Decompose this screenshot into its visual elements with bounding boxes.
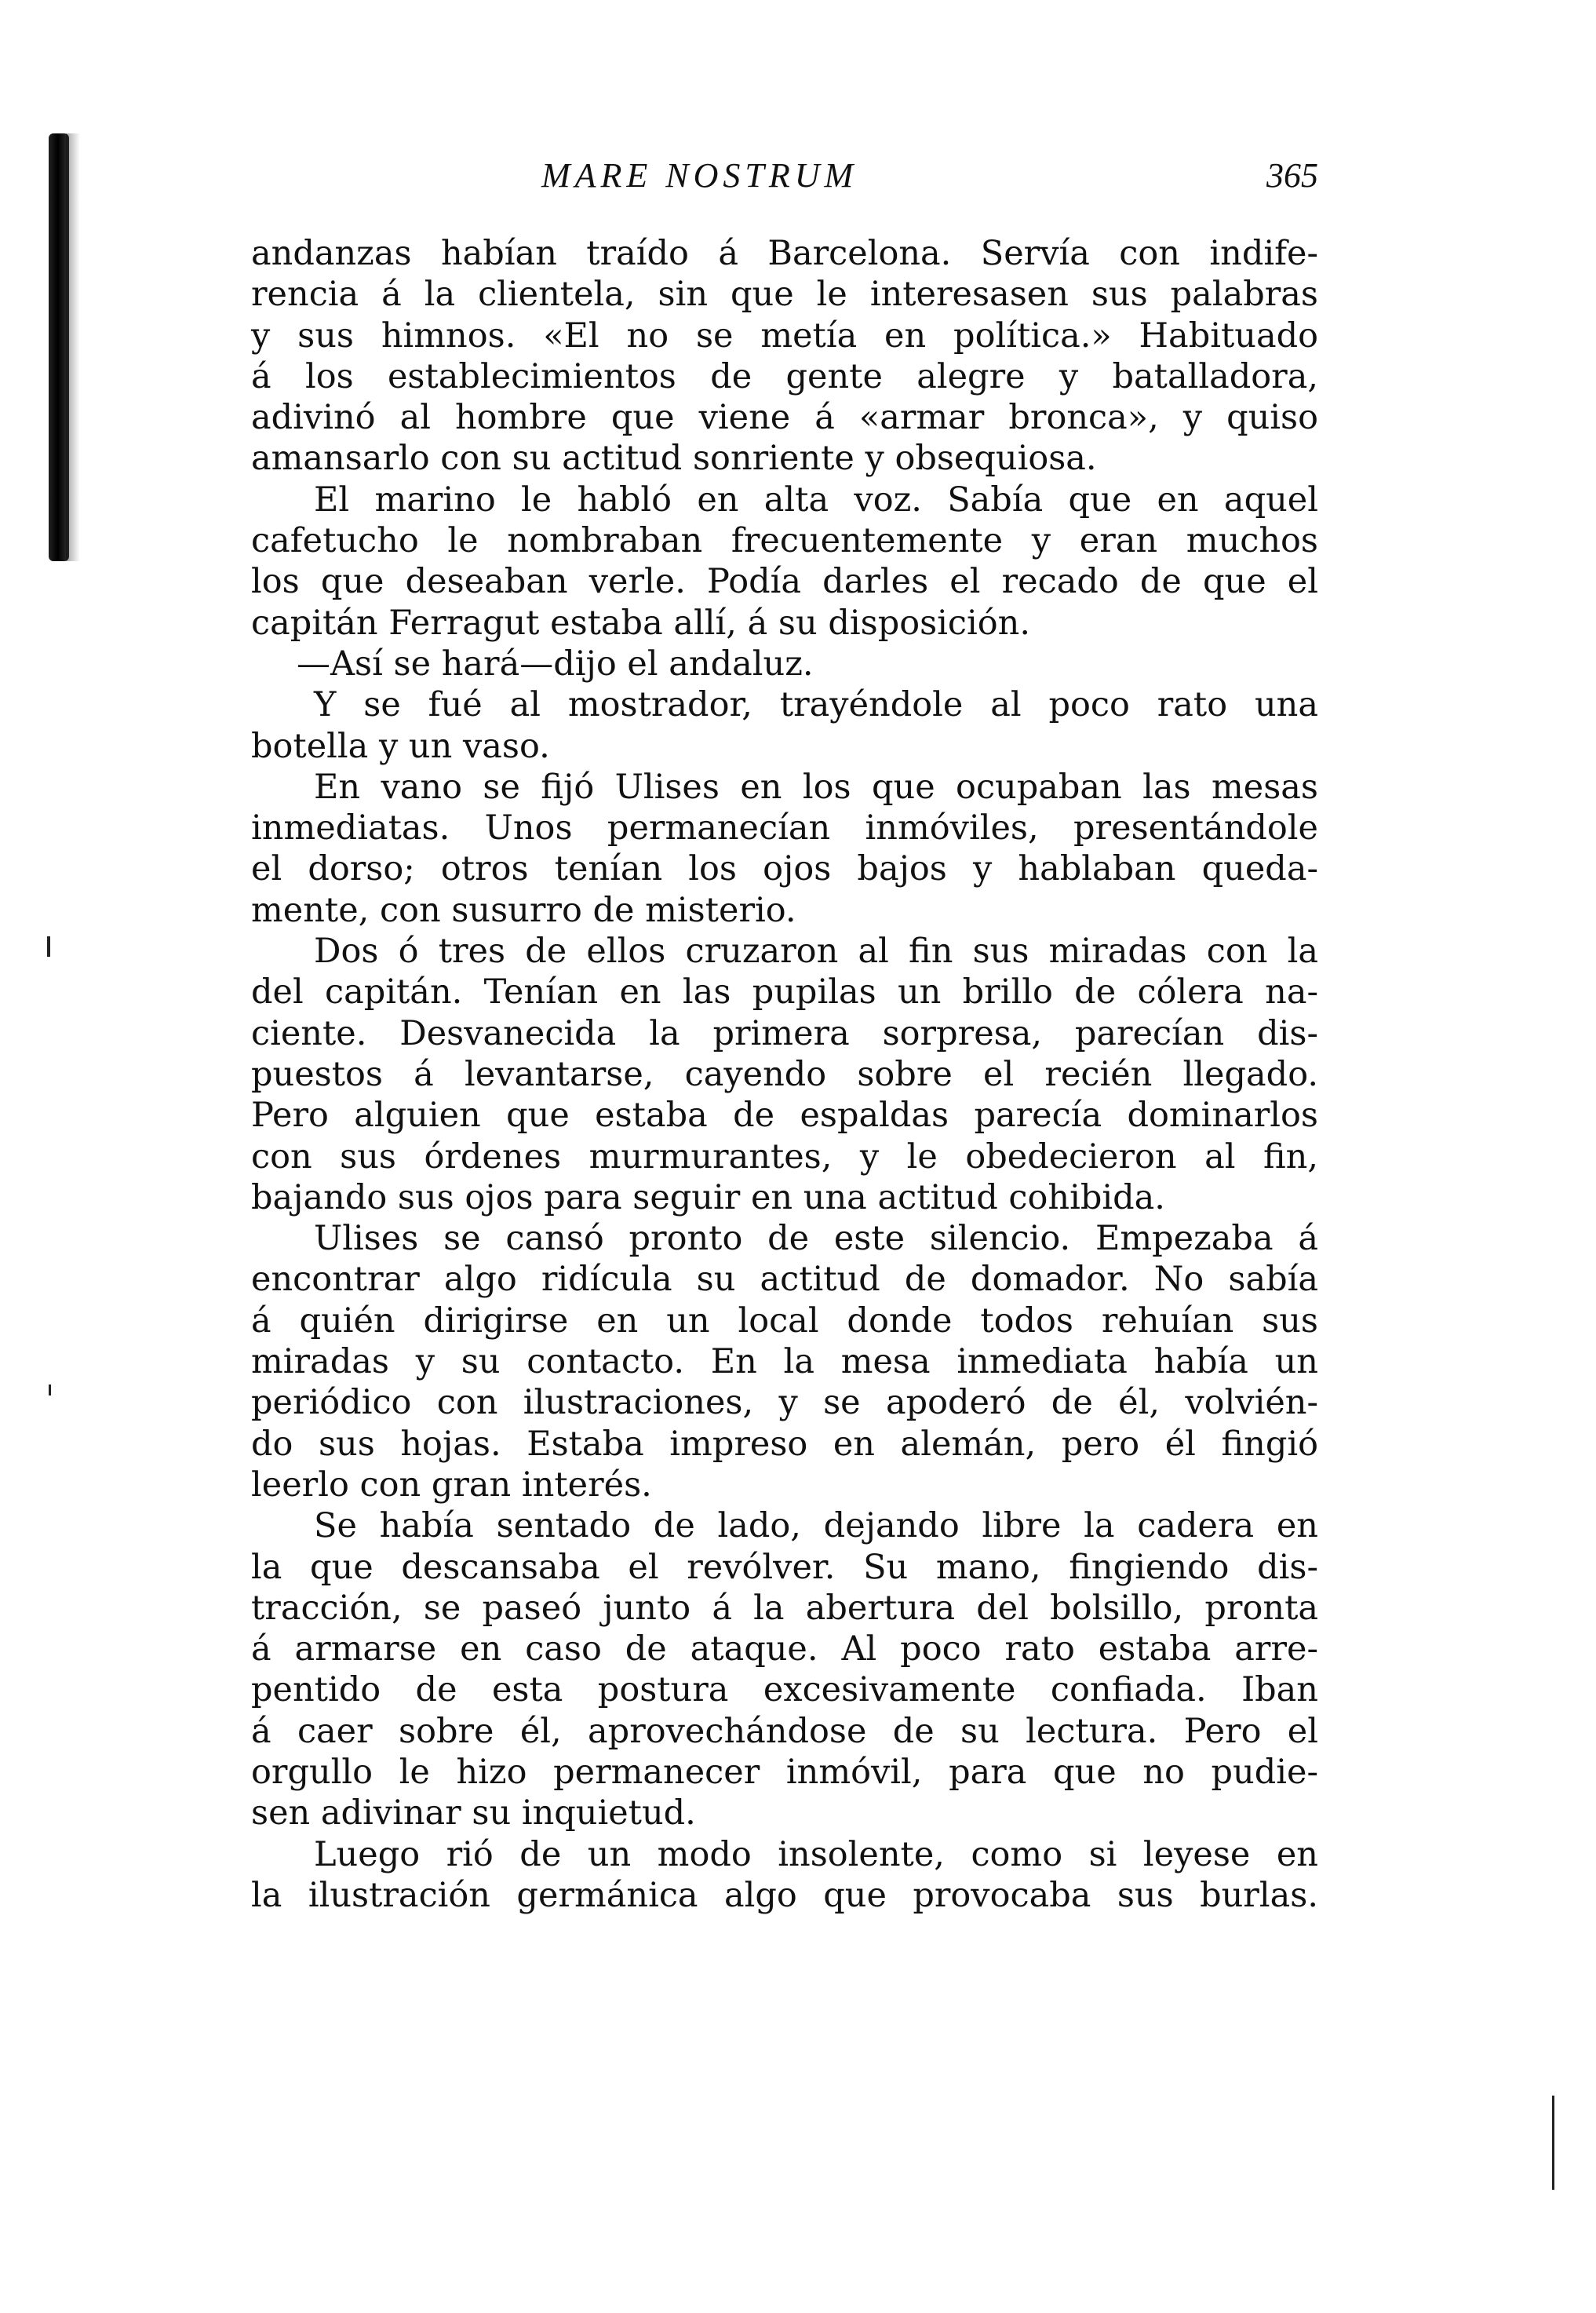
text-line: rencia á la clientela, sin que le interesasen sus palabras xyxy=(251,275,1318,315)
text-line: —Así se hará—dijo el andaluz. xyxy=(297,644,814,684)
text-line: á los establecimientos de gente alegre y batalladora, xyxy=(251,356,1318,396)
text-line: puestos á levantarse, cayendo sobre el recién llegado. xyxy=(251,1054,1318,1094)
text-line: miradas y su contacto. En la mesa inmediata había un xyxy=(251,1342,1318,1382)
text-line: Ulises se cansó pronto de este silencio. Empezaba á xyxy=(314,1219,1318,1259)
text-line: y sus himnos. «El no se metía en política.» Habituado xyxy=(251,316,1318,356)
text-line: inmediatas. Unos permanecían inmóviles, presentándole xyxy=(251,808,1318,848)
text-line: Y se fué al mostrador, trayéndole al poco rato una xyxy=(314,685,1318,725)
scan-speck xyxy=(47,936,50,957)
page-header xyxy=(251,155,1318,202)
text-line: En vano se fijó Ulises en los que ocupaban las mesas xyxy=(314,767,1318,807)
text-line: adivinó al hombre que viene á «armar bronca», y quiso xyxy=(251,398,1318,438)
text-line: la ilustración germánica algo que provocaba sus burlas. xyxy=(251,1875,1318,1915)
text-line: capitán Ferragut estaba allí, á su disposición. xyxy=(251,603,1031,643)
page-number: 365 xyxy=(1266,156,1318,195)
text-line: Se había sentado de lado, dejando libre la cadera en xyxy=(314,1506,1318,1546)
binding-shadow xyxy=(49,133,69,561)
scan-speck xyxy=(49,1385,51,1395)
text-line: orgullo le hizo permanecer inmóvil, para que no pudie- xyxy=(251,1752,1318,1792)
text-line: pentido de esta postura excesivamente confiada. Iban xyxy=(251,1670,1318,1710)
running-title: MARE NOSTRUM xyxy=(541,156,858,195)
text-line: ciente. Desvanecida la primera sorpresa, parecían dis- xyxy=(251,1013,1318,1053)
text-line: á armarse en caso de ataque. Al poco rato estaba arre- xyxy=(251,1629,1318,1669)
text-line: sen adivinar su inquietud. xyxy=(251,1793,696,1833)
text-line: Dos ó tres de ellos cruzaron al fin sus miradas con la xyxy=(314,932,1318,972)
text-line: Luego rió de un modo insolente, como si leyese en xyxy=(314,1834,1318,1874)
text-line: amansarlo con su actitud sonriente y obsequiosa. xyxy=(251,439,1097,479)
text-line: Pero alguien que estaba de espaldas parecía dominarlos xyxy=(251,1096,1318,1136)
text-line: á quién dirigirse en un local donde todos rehuían sus xyxy=(251,1301,1318,1341)
text-line: tracción, se paseó junto á la abertura del bolsillo, pronta xyxy=(251,1588,1318,1628)
text-line: el dorso; otros tenían los ojos bajos y hablaban queda- xyxy=(251,849,1318,889)
scan-speck xyxy=(1552,2096,1554,2190)
text-line: cafetucho le nombraban frecuentemente y eran muchos xyxy=(251,521,1318,561)
text-line: los que deseaban verle. Podía darles el recado de que el xyxy=(251,562,1318,602)
text-line: periódico con ilustraciones, y se apoderó de él, volvién- xyxy=(251,1383,1318,1423)
text-line: con sus órdenes murmurantes, y le obedecieron al fin, xyxy=(251,1136,1318,1177)
text-line: do sus hojas. Estaba impreso en alemán, pero él fingió xyxy=(251,1424,1318,1464)
text-line: mente, con susurro de misterio. xyxy=(251,890,796,930)
text-line: á caer sobre él, aprovechándose de su lectura. Pero el xyxy=(251,1711,1318,1751)
text-line: del capitán. Tenían en las pupilas un brillo de cólera na- xyxy=(251,972,1318,1012)
text-line: encontrar algo ridícula su actitud de domador. No sabía xyxy=(251,1260,1318,1300)
text-line: la que descansaba el revólver. Su mano, fingiendo dis- xyxy=(251,1547,1318,1587)
text-line: El marino le habló en alta voz. Sabía que en aquel xyxy=(314,480,1318,520)
body-text xyxy=(251,233,1318,1916)
text-line: andanzas habían traído á Barcelona. Servía con indife- xyxy=(251,234,1318,273)
text-line: leerlo con gran interés. xyxy=(251,1465,652,1505)
text-line: bajando sus ojos para seguir en una actitud cohibida. xyxy=(251,1177,1165,1217)
text-line: botella y un vaso. xyxy=(251,726,550,766)
